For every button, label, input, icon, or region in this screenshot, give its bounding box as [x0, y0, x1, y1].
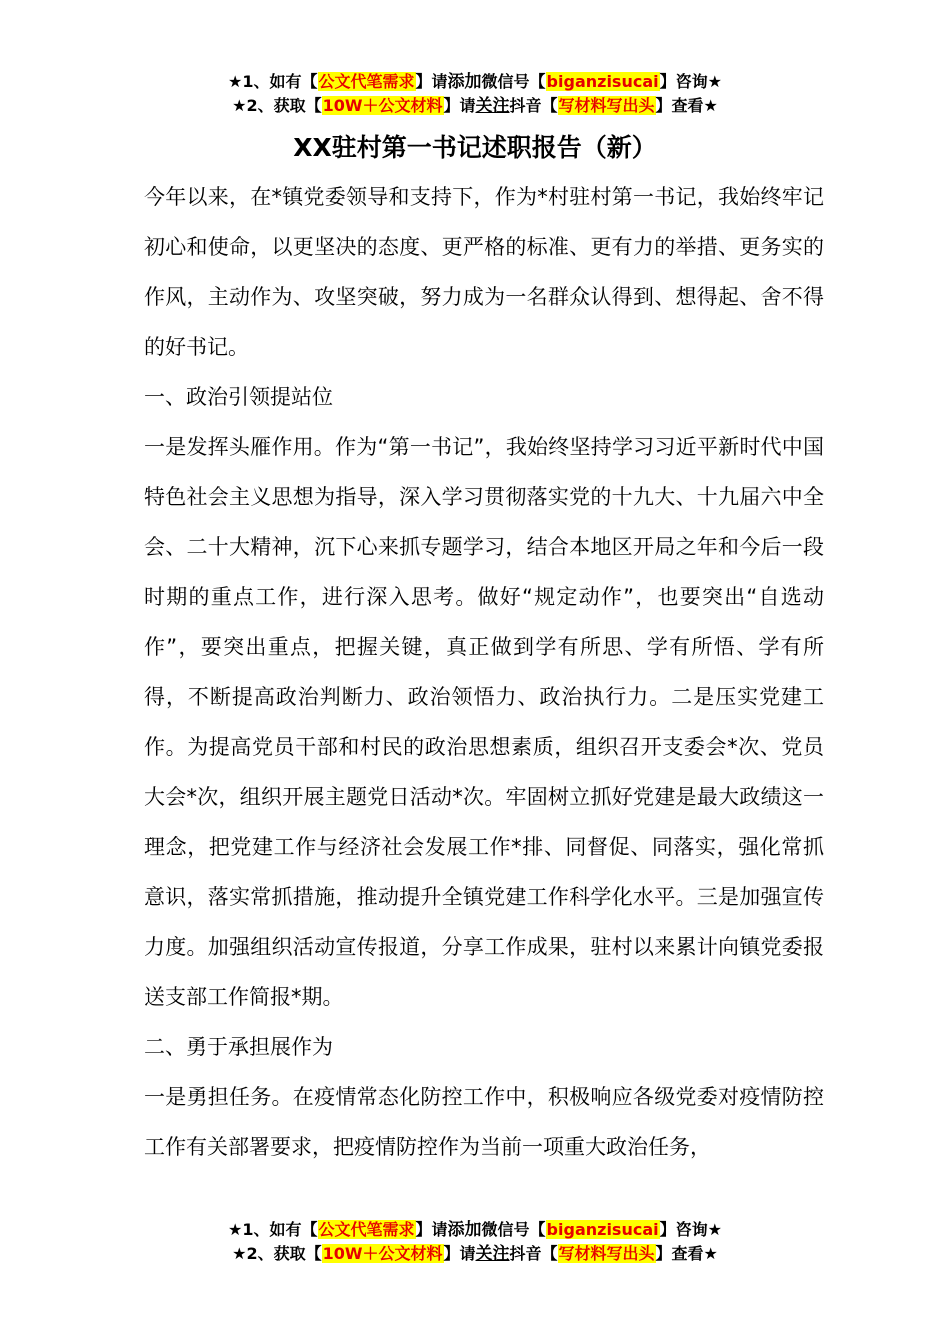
- banner-highlight: 公文代笔需求: [318, 72, 415, 91]
- paragraph: 今年以来，在*镇党委领导和支持下，作为*村驻村第一书记，我始终牢记初心和使命，以更坚决的态度、更严格的标准、更有力的举措、更务实的作风，主动作为、攻坚突破，努力成为一名群众认得到、想得起、舍不得的好书记。: [144, 185, 824, 359]
- header-banner: [0, 70, 950, 118]
- banner-text: 】查看★: [655, 96, 718, 115]
- banner-emphasis: 关注: [475, 96, 510, 116]
- footer-banner: [0, 1218, 950, 1266]
- banner-text: 】咨询★: [659, 72, 722, 91]
- banner-line-2: [0, 94, 950, 118]
- banner-highlight: biganzisucai: [546, 72, 659, 91]
- banner-text: ★1、如有【: [228, 72, 318, 91]
- banner-text: 】咨询★: [659, 1220, 722, 1239]
- banner-highlight: biganzisucai: [546, 1220, 659, 1239]
- banner-text: ★2、获取【: [232, 96, 322, 115]
- document-title: XX驻村第一书记述职报告（新）: [293, 133, 657, 162]
- paragraph: 一是勇担任务。在疫情常态化防控工作中，积极响应各级党委对疫情防控工作有关部署要求，把疫情防控作为当前一项重大政治任务，: [144, 1085, 824, 1159]
- section-heading: 二、勇于承担展作为: [144, 1035, 333, 1059]
- banner-emphasis: 添加: [447, 1220, 482, 1240]
- banner-highlight: 写材料写出头: [558, 96, 655, 115]
- banner-highlight: 10W＋公文材料: [322, 1244, 443, 1263]
- banner-text: 微信号【: [481, 72, 546, 91]
- document-body: [144, 172, 824, 1172]
- banner-text: 微信号【: [481, 1220, 546, 1239]
- banner-emphasis: 添加: [447, 72, 482, 92]
- banner-line-2: [0, 1242, 950, 1266]
- banner-text: ★2、获取【: [232, 1244, 322, 1263]
- banner-line-1: [0, 70, 950, 94]
- banner-text: 】请: [415, 1220, 448, 1239]
- banner-line-1: [0, 1218, 950, 1242]
- banner-text: 抖音【: [509, 96, 558, 115]
- banner-text: 】请: [443, 1244, 476, 1263]
- banner-emphasis: 关注: [475, 1244, 510, 1264]
- banner-highlight: 10W＋公文材料: [322, 96, 443, 115]
- banner-highlight: 写材料写出头: [558, 1244, 655, 1263]
- banner-text: 抖音【: [509, 1244, 558, 1263]
- section-heading: 一、政治引领提站位: [144, 385, 333, 409]
- paragraph: 一是发挥头雁作用。作为“第一书记”，我始终坚持学习习近平新时代中国特色社会主义思想为指导，深入学习贯彻落实党的十九大、十九届六中全会、二十大精神，沉下心来抓专题学习，结合本地区开局之年和今后一段时期的重点工作，进行深入思考。做好“规定动作”，也要突出“自选动作”，要突出重点，把握关键，真正做到学有所思、学有所悟、学有所得，不断提高政治判断力、政治领悟力、政治执行力。二是压实党建工作。为提高党员干部和村民的政治思想素质，组织召开支委会*次、党员大会*次，组织开展主题党日活动*次。牢固树立抓好党建是最大政绩这一理念，把党建工作与经济社会发展工作*排、同督促、同落实，强化常抓意识，落实常抓措施，推动提升全镇党建工作科学化水平。三是加强宣传力度。加强组织活动宣传报道，分享工作成果，驻村以来累计向镇党委报送支部工作简报*期。: [144, 435, 824, 1009]
- banner-text: 】请: [443, 96, 476, 115]
- banner-highlight: 公文代笔需求: [318, 1220, 415, 1239]
- banner-text: 】查看★: [655, 1244, 718, 1263]
- banner-text: ★1、如有【: [228, 1220, 318, 1239]
- banner-text: 】请: [415, 72, 448, 91]
